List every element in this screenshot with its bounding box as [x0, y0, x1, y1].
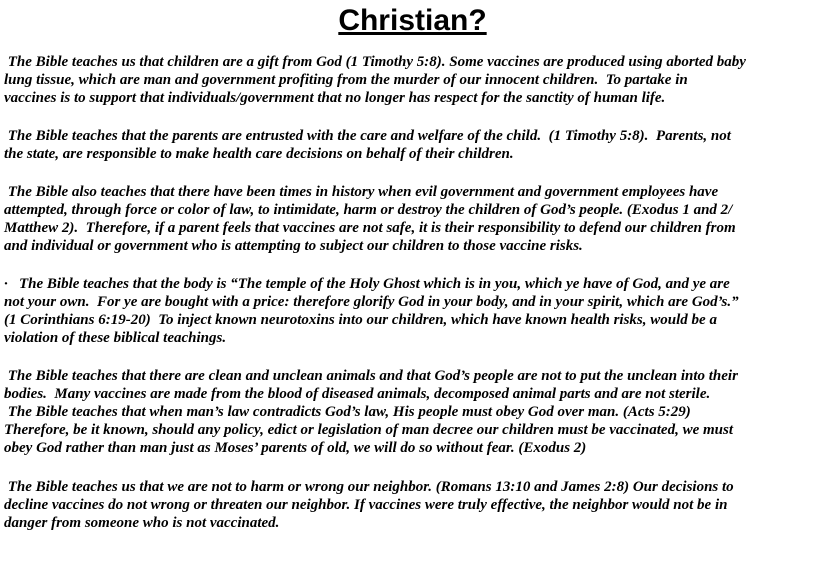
paragraph-gift-from-god	[4, 53, 819, 107]
text-line: attempted, through force or color of law, to intimidate, harm or destroy the children of God’s people. (Exodus 1 and 2/	[4, 202, 733, 218]
text-line: · The Bible teaches that the body is “The temple of the Holy Ghost which is in you, which ye have of God, and ye are	[4, 276, 730, 292]
text-line: violation of these biblical teachings.	[4, 330, 227, 346]
text-line: Therefore, be it known, should any policy, edict or legislation of man decree our children must be vaccinated, we must	[4, 422, 734, 438]
text-line: The Bible teaches that the parents are entrusted with the care and welfare of the child. (1 Timothy 5:8). Parents, not	[4, 128, 731, 144]
text-line: danger from someone who is not vaccinated.	[4, 515, 280, 531]
text-line: (1 Corinthians 6:19-20) To inject known neurotoxins into our children, which have known health risks, would be a	[4, 312, 717, 328]
text-line: obey God rather than man just as Moses’ parents of old, we will do so without fear. (Exodus 2)	[4, 440, 587, 456]
text-line: not your own. For ye are bought with a price: therefore glorify God in your body, and in your spirit, which are God’s.”	[4, 294, 739, 310]
text-line: and individual or government who is attempting to subject our children to those vaccine risks.	[4, 238, 583, 254]
text-line: The Bible teaches that there are clean and unclean animals and that God’s people are not to put the unclean into their	[4, 368, 738, 384]
text-line: lung tissue, which are man and government profiting from the murder of our innocent children. To partake in	[4, 72, 688, 88]
paragraph-evil-government	[4, 183, 819, 255]
text-line: The Bible teaches us that children are a gift from God (1 Timothy 5:8). Some vaccines are produced using aborted baby	[4, 54, 746, 70]
text-line: decline vaccines do not wrong or threaten our neighbor. If vaccines were truly effective, the neighbor would not be in	[4, 497, 728, 513]
text-line: bodies. Many vaccines are made from the blood of diseased animals, decomposed animal parts and are not sterile.	[4, 386, 711, 402]
text-line: the state, are responsible to make health care decisions on behalf of their children.	[4, 146, 514, 162]
text-line: vaccines is to support that individuals/government that no longer has respect for the sanctity of human life.	[4, 90, 666, 106]
paragraph-temple-holy-ghost	[4, 275, 819, 347]
paragraph-clean-unclean-animals	[4, 367, 819, 457]
paragraph-neighbor	[4, 478, 819, 532]
paragraph-parents-entrusted	[4, 127, 819, 163]
text-line: The Bible teaches us that we are not to harm or wrong our neighbor. (Romans 13:10 and James 2:8) Our decisions to	[4, 479, 734, 495]
page-title: Christian?	[338, 4, 487, 37]
text-line: The Bible also teaches that there have been times in history when evil government and government employees have	[4, 184, 719, 200]
text-line: Matthew 2). Therefore, if a parent feels that vaccines are not safe, it is their responsibility to defend our children from	[4, 220, 736, 236]
text-line: The Bible teaches that when man’s law contradicts God’s law, His people must obey God over man. (Acts 5:29)	[4, 404, 691, 420]
